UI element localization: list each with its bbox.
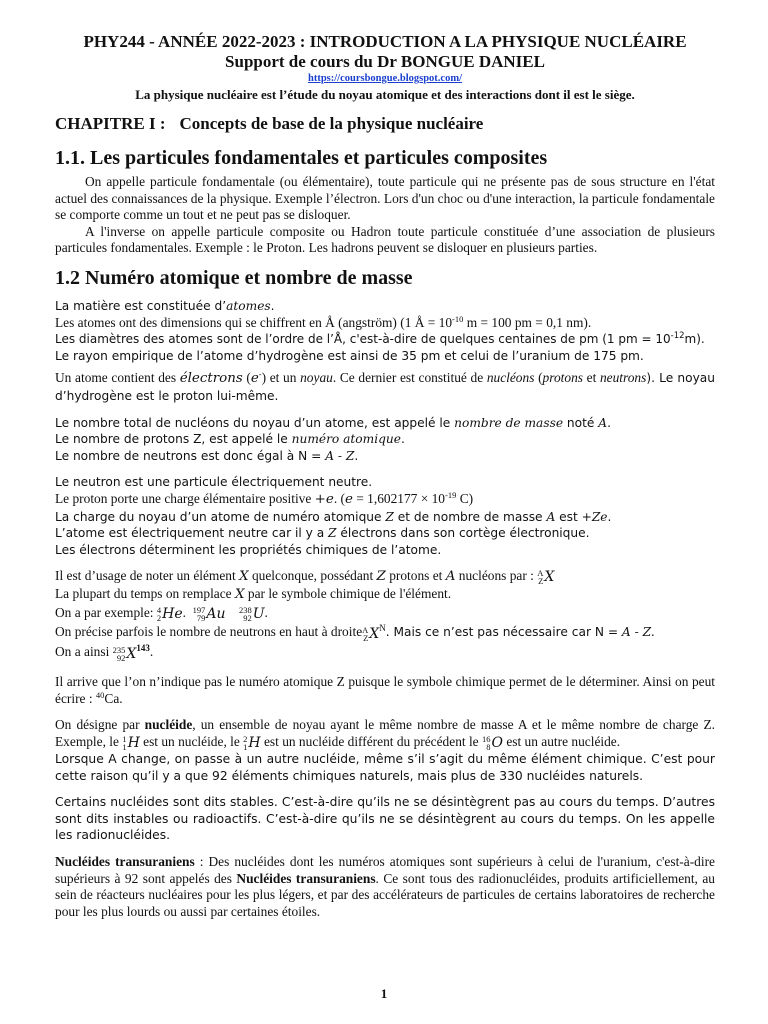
document-page bbox=[55, 32, 715, 920]
chapter-title: Concepts de base de la physique nucléaire bbox=[179, 114, 484, 133]
paragraph-fundamental: On appelle particule fondamentale (ou élémentaire), toute particule qui ne présente pas de sous structure en l'état actuel des connaissances de la physique. Exemple l’électron. Lors d'un choc ou d'une interaction, la particule fondamentale se comporte comme un tout et ne peut pas se disloquer. bbox=[55, 174, 715, 223]
section-1-1-title: 1.1. Les particules fondamentales et particules composites bbox=[55, 147, 548, 169]
block-notation bbox=[55, 568, 715, 662]
chapter-label: CHAPITRE I : bbox=[55, 114, 166, 133]
line-nucleus-charge: La charge du noyau d’un atome de numéro atomique Z et de nombre de masse A est +Ze. bbox=[55, 509, 612, 524]
page-number: 1 bbox=[380, 986, 388, 1001]
line-diameters: Les diamètres des atomes sont de l’ordre de l’Å, c'est-à-dire de quelques centaines de pm (1 pm = $10^{-12}m$). bbox=[55, 331, 705, 347]
document-title: PHY244 - ANNÉE 2022-2023 : INTRODUCTION A LA PHYSIQUE NUCLÉAIRE bbox=[83, 32, 687, 51]
paragraph-stability: Certains nucléides sont dits stables. C’est-à-dire qu’ils ne se désintègrent pas au cours du temps. D’autres sont dits instables ou radioactifs. C’est-à-dire qu’ils ne se désintègrent au cours du temps. On les appelle les radionucléides. bbox=[55, 795, 715, 843]
line-atom-neutral: L’atome est électriquement neutre car il y a Z électrons dans son cortège électronique. bbox=[55, 526, 590, 541]
section-1-2-title: 1.2 Numéro atomique et nombre de masse bbox=[55, 266, 413, 289]
block-charges bbox=[55, 474, 715, 558]
nuclide-helium: 4 2 He bbox=[156, 605, 183, 624]
line-mass-number: Le nombre total de nucléons du noyau d’un atome, est appelé le nombre de masse noté A. bbox=[55, 415, 611, 430]
line-neutron-notation: On précise parfois le nombre de neutrons en haut à droite A Z $X^N$. Mais ce n’est pas nécessaire car N = A - Z. bbox=[55, 623, 655, 644]
paragraph-atom-content: Un atome contient des électrons (e-) et un noyau. Ce dernier est constitué de nucléons (protons et neutrons). Le noyau d’hydrogène est le proton lui-même. bbox=[55, 369, 716, 403]
nuclide-generic: A Z X bbox=[537, 568, 555, 587]
line-radius: Le rayon empirique de l’atome d’hydrogène est ainsi de 35 pm et celui de l’uranium de 175 pm. bbox=[55, 348, 644, 363]
line-notation: Il est d’usage de noter un élément X quelconque, possédant Z protons et A nucléons par : A Z X bbox=[55, 568, 555, 587]
document-subtitle: Support de cours du Dr BONGUE DANIEL bbox=[225, 52, 545, 71]
paragraph-omit-z: Il arrive que l’on n’indique pas le numéro atomique Z puisque le symbole chimique permet de le déterminer. Ainsi on peut écrire : $^{40}$Ca. bbox=[55, 674, 715, 706]
line-dimensions: Les atomes ont des dimensions qui se chiffrent en Å (angström) (1 Å = $10^{-10}$ m = 100 pm = 0,1 nm). bbox=[55, 313, 592, 330]
paragraph-nuclide: On désigne par nucléide, un ensemble de noyau ayant le même nombre de masse A et le même nombre de charge Z. Exemple, le 1 1 H est un nucléide, le 2 1 H est un nucléide différent du précédent le 16 8 O est un autre nucléide. bbox=[55, 717, 715, 752]
nuclide-with-neutrons: A Z $X^N$ bbox=[362, 623, 386, 644]
line-electrons-chem: Les électrons déterminent les propriétés chimiques de l’atome. bbox=[55, 542, 442, 557]
intro-sentence: La physique nucléaire est l’étude du noyau atomique et des interactions dont il est le siège. bbox=[135, 87, 635, 102]
line-example-143: On a ainsi 235 92 $X^{143}$. bbox=[55, 643, 154, 664]
line-neutrons: Le nombre de neutrons est donc égal à N = A - Z. bbox=[55, 448, 359, 463]
line-examples: On a par exemple: 4 2 He. 197 79 Au 238 92 U. bbox=[55, 605, 268, 624]
nuclide-uranium: 238 92 U bbox=[238, 605, 265, 624]
nuclide-gold: 197 79 Au bbox=[192, 605, 226, 624]
line-neutron-neutral: Le neutron est une particule électriquement neutre. bbox=[55, 475, 373, 490]
paragraph-composite: A l'inverse on appelle particule composite ou Hadron toute particule constituée d’une association de plusieurs particules fondamentales. Exemple : le Proton. Les hadrons peuvent se disloquer en plusieurs parties. bbox=[55, 223, 715, 256]
line-proton-charge: Le proton porte une charge élémentaire positive +e. ($e = 1,602177 \times 10^{-19}$ C) bbox=[55, 489, 474, 507]
nuclide-x143: 235 92 $X^{143}$ bbox=[112, 643, 150, 664]
paragraph-a-change: Lorsque A change, on passe à un autre nucléide, même s’il s’agit du même élément chimique. C’est pour cette raison qu’il y a que 92 éléments chimiques naturels, mais plus de 330 nucléides naturels. bbox=[55, 751, 715, 783]
nuclide-h1: 1 1 H bbox=[122, 733, 140, 752]
nuclide-h2: 2 1 H bbox=[243, 733, 261, 752]
paragraph-transuranic: Nucléides transuraniens : Des nucléides dont les numéros atomiques sont supérieurs à celui de l'uranium, c'est-à-dire supérieurs à 92 sont appelés des Nucléides transuraniens. Ce sont tous des radionucléides, produits artificiellement, au sein de réacteurs nucléaires pour les plus légers, et par des accélérateurs de particules de certains laboratoires de recherche pour les plus lourds ou aussi par certaines étoiles. bbox=[55, 853, 715, 919]
block-atom-dimensions bbox=[55, 298, 715, 364]
nuclide-o16: 16 8 O bbox=[481, 733, 503, 752]
block-mass-number bbox=[55, 415, 715, 465]
blog-link[interactable]: https://coursbongue.blogspot.com/ bbox=[307, 73, 463, 84]
line-matter: La matière est constituée d’atomes. bbox=[55, 298, 275, 313]
line-atomic-number: Le nombre de protons Z, est appelé le numéro atomique. bbox=[55, 432, 405, 447]
line-replace: La plupart du temps on remplace X par le symbole chimique de l'élément. bbox=[55, 585, 452, 602]
chapter-heading bbox=[55, 114, 715, 134]
